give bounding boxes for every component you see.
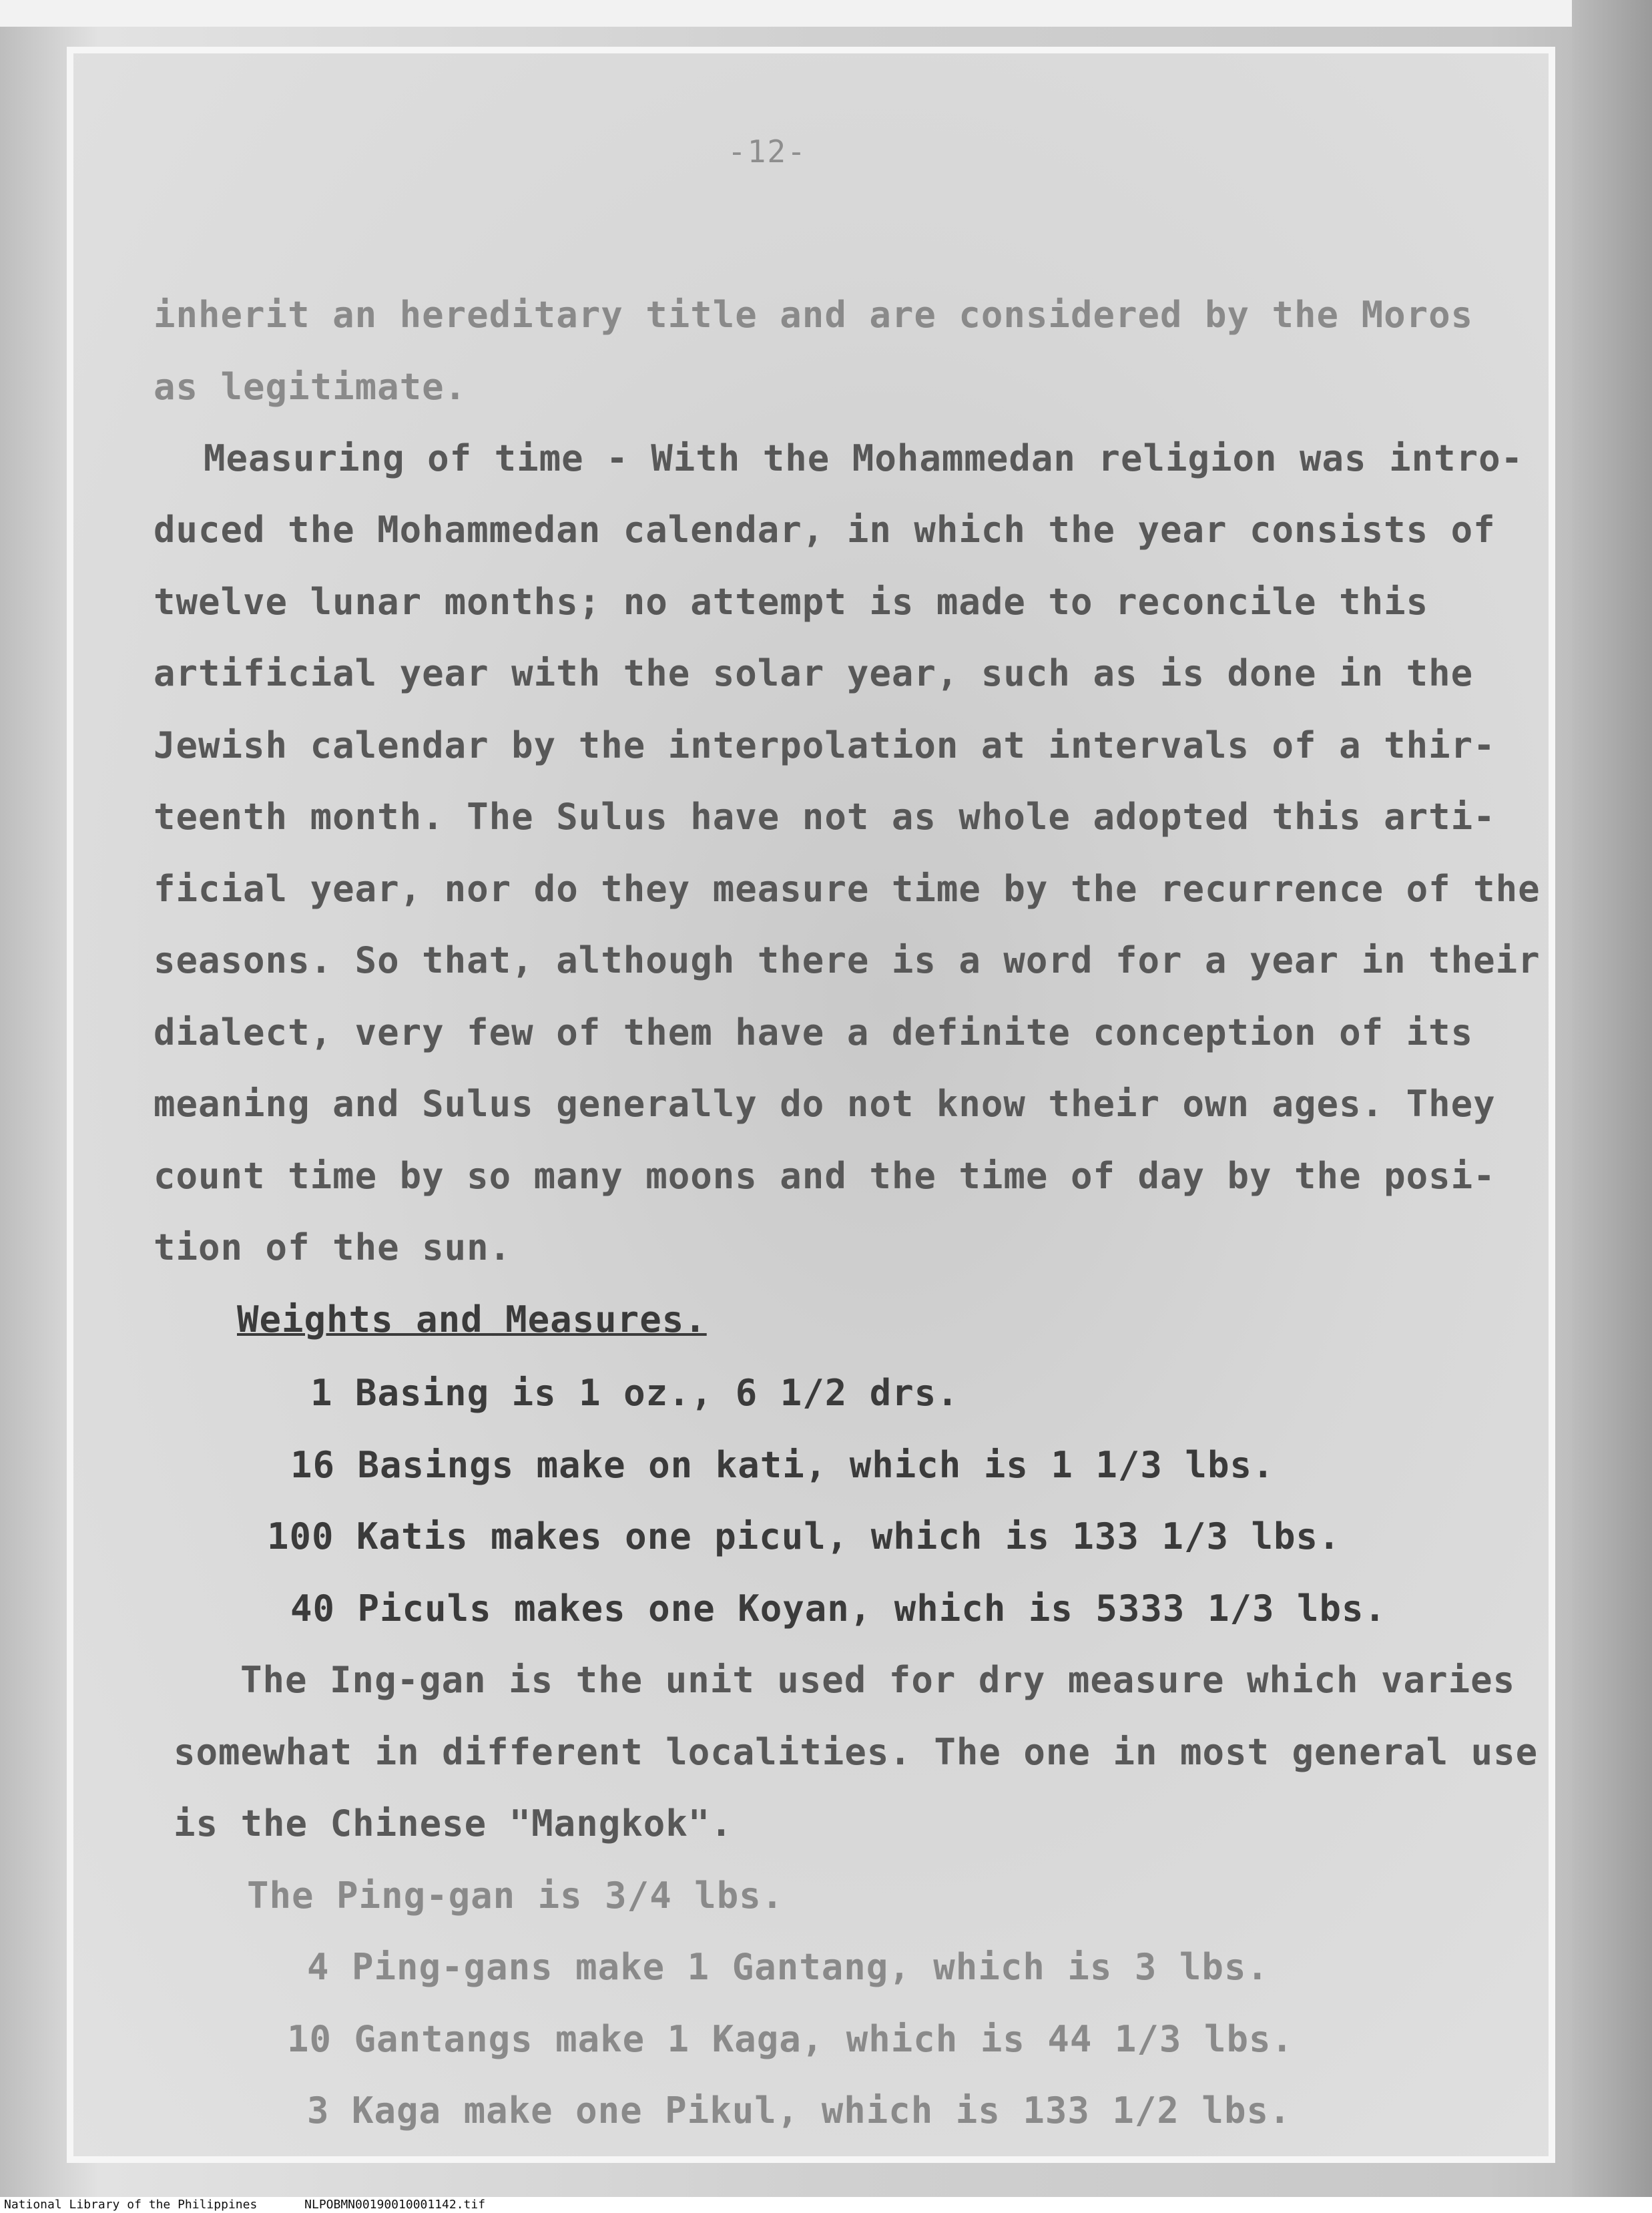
section-heading: Weights and Measures. [237, 1298, 707, 1340]
body-line: meaning and Sulus generally do not know their own ages. They [154, 1083, 1496, 1125]
body-line: tion of the sun. [154, 1226, 512, 1268]
body-line: count time by so many moons and the time of day by the posi- [154, 1155, 1496, 1197]
page-number: -12- [728, 134, 807, 170]
body-line: as legitimate. [154, 366, 467, 408]
body-line: twelve lunar months; no attempt is made to reconcile this [154, 581, 1429, 623]
body-line: artificial year with the solar year, such as is done in the [154, 652, 1474, 694]
scanner-right-edge [1572, 0, 1652, 2213]
body-line: teenth month. The Sulus have not as whole adopted this arti- [154, 796, 1496, 838]
body-line: The Ing-gan is the unit used for dry measure which varies [240, 1659, 1516, 1701]
body-line: Measuring of time - With the Mohammedan religion was intro- [204, 437, 1524, 479]
weight-line: 40 Piculs makes one Koyan, which is 5333 1/3 lbs. [290, 1587, 1387, 1630]
body-line: Jewish calendar by the interpolation at intervals of a thir- [154, 724, 1496, 766]
weight-line: 1 Basing is 1 oz., 6 1/2 drs. [310, 1372, 959, 1414]
ping-gan-line: The Ping-gan is 3/4 lbs. [247, 1875, 784, 1917]
body-line: inherit an hereditary title and are considered by the Moros [154, 294, 1474, 336]
body-line: ficial year, nor do they measure time by the recurrence of the [154, 868, 1541, 910]
scanner-top-edge [0, 0, 1652, 27]
weight-line: 16 Basings make on kati, which is 1 1/3 lbs. [290, 1444, 1275, 1486]
document-page [67, 47, 1555, 2163]
body-line: dialect, very few of them have a definite conception of its [154, 1011, 1474, 1053]
dry-measure-line: 4 Ping-gans make 1 Gantang, which is 3 lbs. [307, 1946, 1269, 1988]
body-line: seasons. So that, although there is a word for a year in their [154, 939, 1541, 981]
footer-filename: NLPOBMN00190010001142.tif [304, 2198, 486, 2212]
dry-measure-line: 10 Gantangs make 1 Kaga, which is 44 1/3 lbs. [287, 2018, 1294, 2060]
dry-measure-line: 3 Kaga make one Pikul, which is 133 1/2 lbs. [307, 2089, 1292, 2132]
body-line: is the Chinese "Mangkok". [174, 1802, 733, 1845]
scan-footer [0, 2197, 1652, 2213]
body-line: somewhat in different localities. The one in most general use [174, 1731, 1539, 1773]
body-line: duced the Mohammedan calendar, in which the year consists of [154, 509, 1496, 551]
footer-library: National Library of the Philippines [4, 2198, 258, 2212]
weight-line: 100 Katis makes one picul, which is 133 1/3 lbs. [267, 1515, 1341, 1557]
